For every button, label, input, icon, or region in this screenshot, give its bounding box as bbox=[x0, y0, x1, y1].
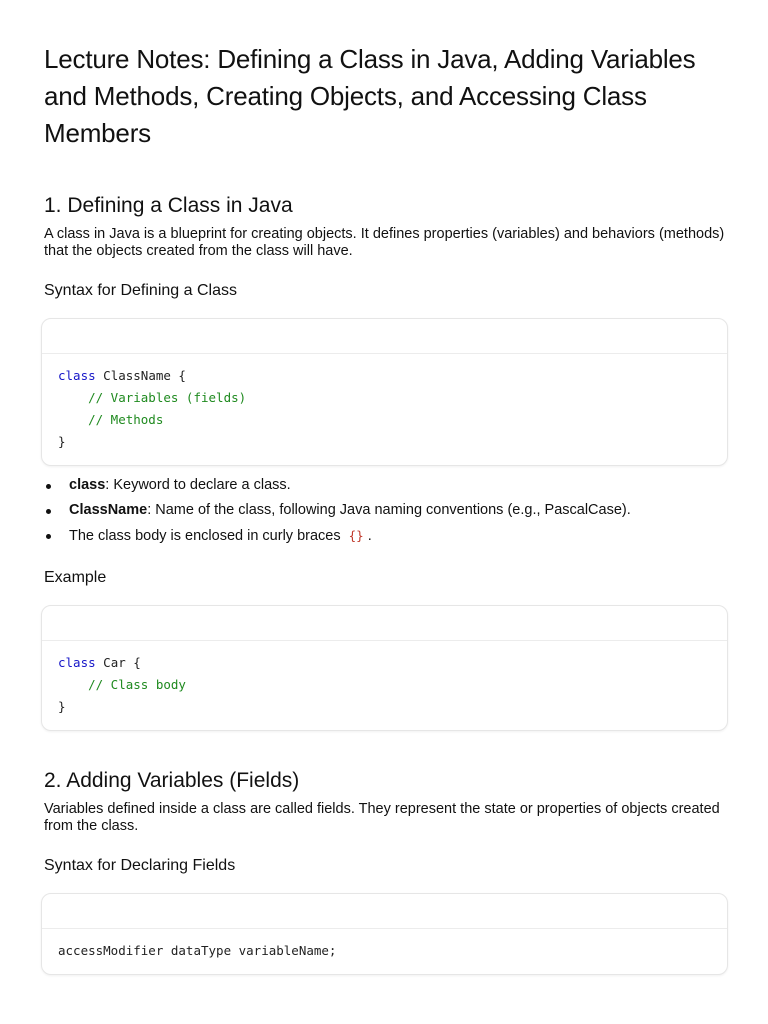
bullet-text: : Keyword to declare a class. bbox=[105, 477, 291, 493]
code-block-header bbox=[42, 894, 727, 929]
code-block-body bbox=[42, 354, 727, 465]
code-line: } bbox=[58, 699, 66, 714]
section-1-heading: 1. Defining a Class in Java bbox=[44, 194, 293, 217]
list-item bbox=[44, 498, 728, 523]
bullet-text: The class body is enclosed in curly braces bbox=[69, 528, 345, 544]
code-block-body bbox=[42, 929, 727, 974]
code-block-header bbox=[42, 319, 727, 354]
class-bullet-list bbox=[44, 473, 728, 549]
code-text: ClassName { bbox=[95, 368, 186, 383]
section-1-intro: A class in Java is a blueprint for creating objects. It defines properties (variables) and behaviors (methods) that the objects created from the class will have. bbox=[44, 226, 725, 259]
bullet-term: ClassName bbox=[69, 502, 148, 518]
code-line: accessModifier dataType variableName; bbox=[58, 943, 337, 958]
bullet-term: class bbox=[69, 477, 106, 493]
code-line: } bbox=[58, 434, 66, 449]
code-block-field-syntax bbox=[41, 893, 728, 975]
list-item bbox=[44, 473, 728, 498]
code-comment: // Methods bbox=[58, 412, 164, 427]
inline-code: {} bbox=[348, 528, 364, 543]
code-text: Car { bbox=[95, 655, 141, 670]
list-item bbox=[44, 523, 728, 549]
example-heading: Example bbox=[44, 569, 107, 586]
syntax-heading-fields: Syntax for Declaring Fields bbox=[44, 857, 236, 874]
section-2-intro: Variables defined inside a class are called fields. They represent the state or properties of objects created from the class. bbox=[44, 801, 720, 834]
code-block-class-syntax bbox=[41, 318, 728, 466]
code-keyword: class bbox=[58, 655, 96, 670]
code-keyword: class bbox=[58, 368, 96, 383]
bullet-text: . bbox=[367, 528, 372, 544]
page-title: Lecture Notes: Defining a Class in Java, Adding Variables and Methods, Creating Objects, and Accessing Class Members bbox=[44, 44, 696, 148]
code-block-header bbox=[42, 606, 727, 641]
code-comment: // Class body bbox=[58, 677, 186, 692]
bullet-text: : Name of the class, following Java naming conventions (e.g., PascalCase). bbox=[147, 502, 631, 518]
code-line bbox=[58, 365, 711, 387]
code-comment: // Variables (fields) bbox=[58, 390, 247, 405]
syntax-heading-class: Syntax for Defining a Class bbox=[44, 282, 237, 299]
code-block-example bbox=[41, 605, 728, 731]
code-line bbox=[58, 652, 711, 674]
code-block-body bbox=[42, 641, 727, 730]
section-2-heading: 2. Adding Variables (Fields) bbox=[44, 769, 300, 792]
